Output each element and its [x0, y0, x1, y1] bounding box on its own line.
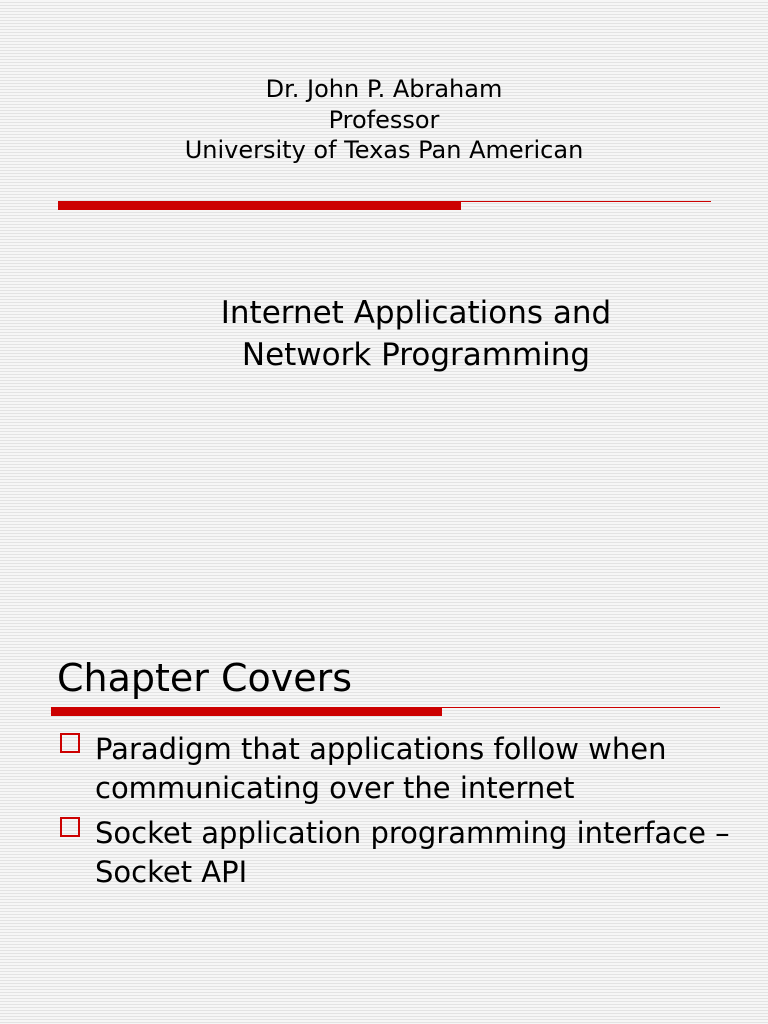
author-position: Professor [328, 105, 440, 134]
author-name: Dr. John P. Abraham [265, 75, 503, 103]
content-slide [0, 640, 768, 1024]
divider-thin [442, 707, 720, 708]
author-affiliation: University of Texas Pan American [184, 136, 584, 164]
divider-thick [58, 201, 461, 210]
list-item [58, 730, 738, 807]
bullet-text: Socket application programming interface – Socket API [95, 816, 730, 889]
deck-title-line-1: Internet Applications and [220, 295, 612, 331]
bullet-text: Paradigm that applications follow when communicating over the internet [95, 732, 667, 805]
slide-heading: Chapter Covers [57, 656, 353, 700]
bullet-list [58, 730, 738, 898]
author-block [0, 74, 768, 166]
hollow-square-bullet-icon [60, 817, 80, 837]
divider-thick [51, 707, 442, 716]
hollow-square-bullet-icon [60, 733, 80, 753]
divider-thin [461, 201, 711, 202]
list-item [58, 814, 738, 891]
deck-title-line-2: Network Programming [241, 336, 591, 373]
deck-title [32, 293, 768, 376]
